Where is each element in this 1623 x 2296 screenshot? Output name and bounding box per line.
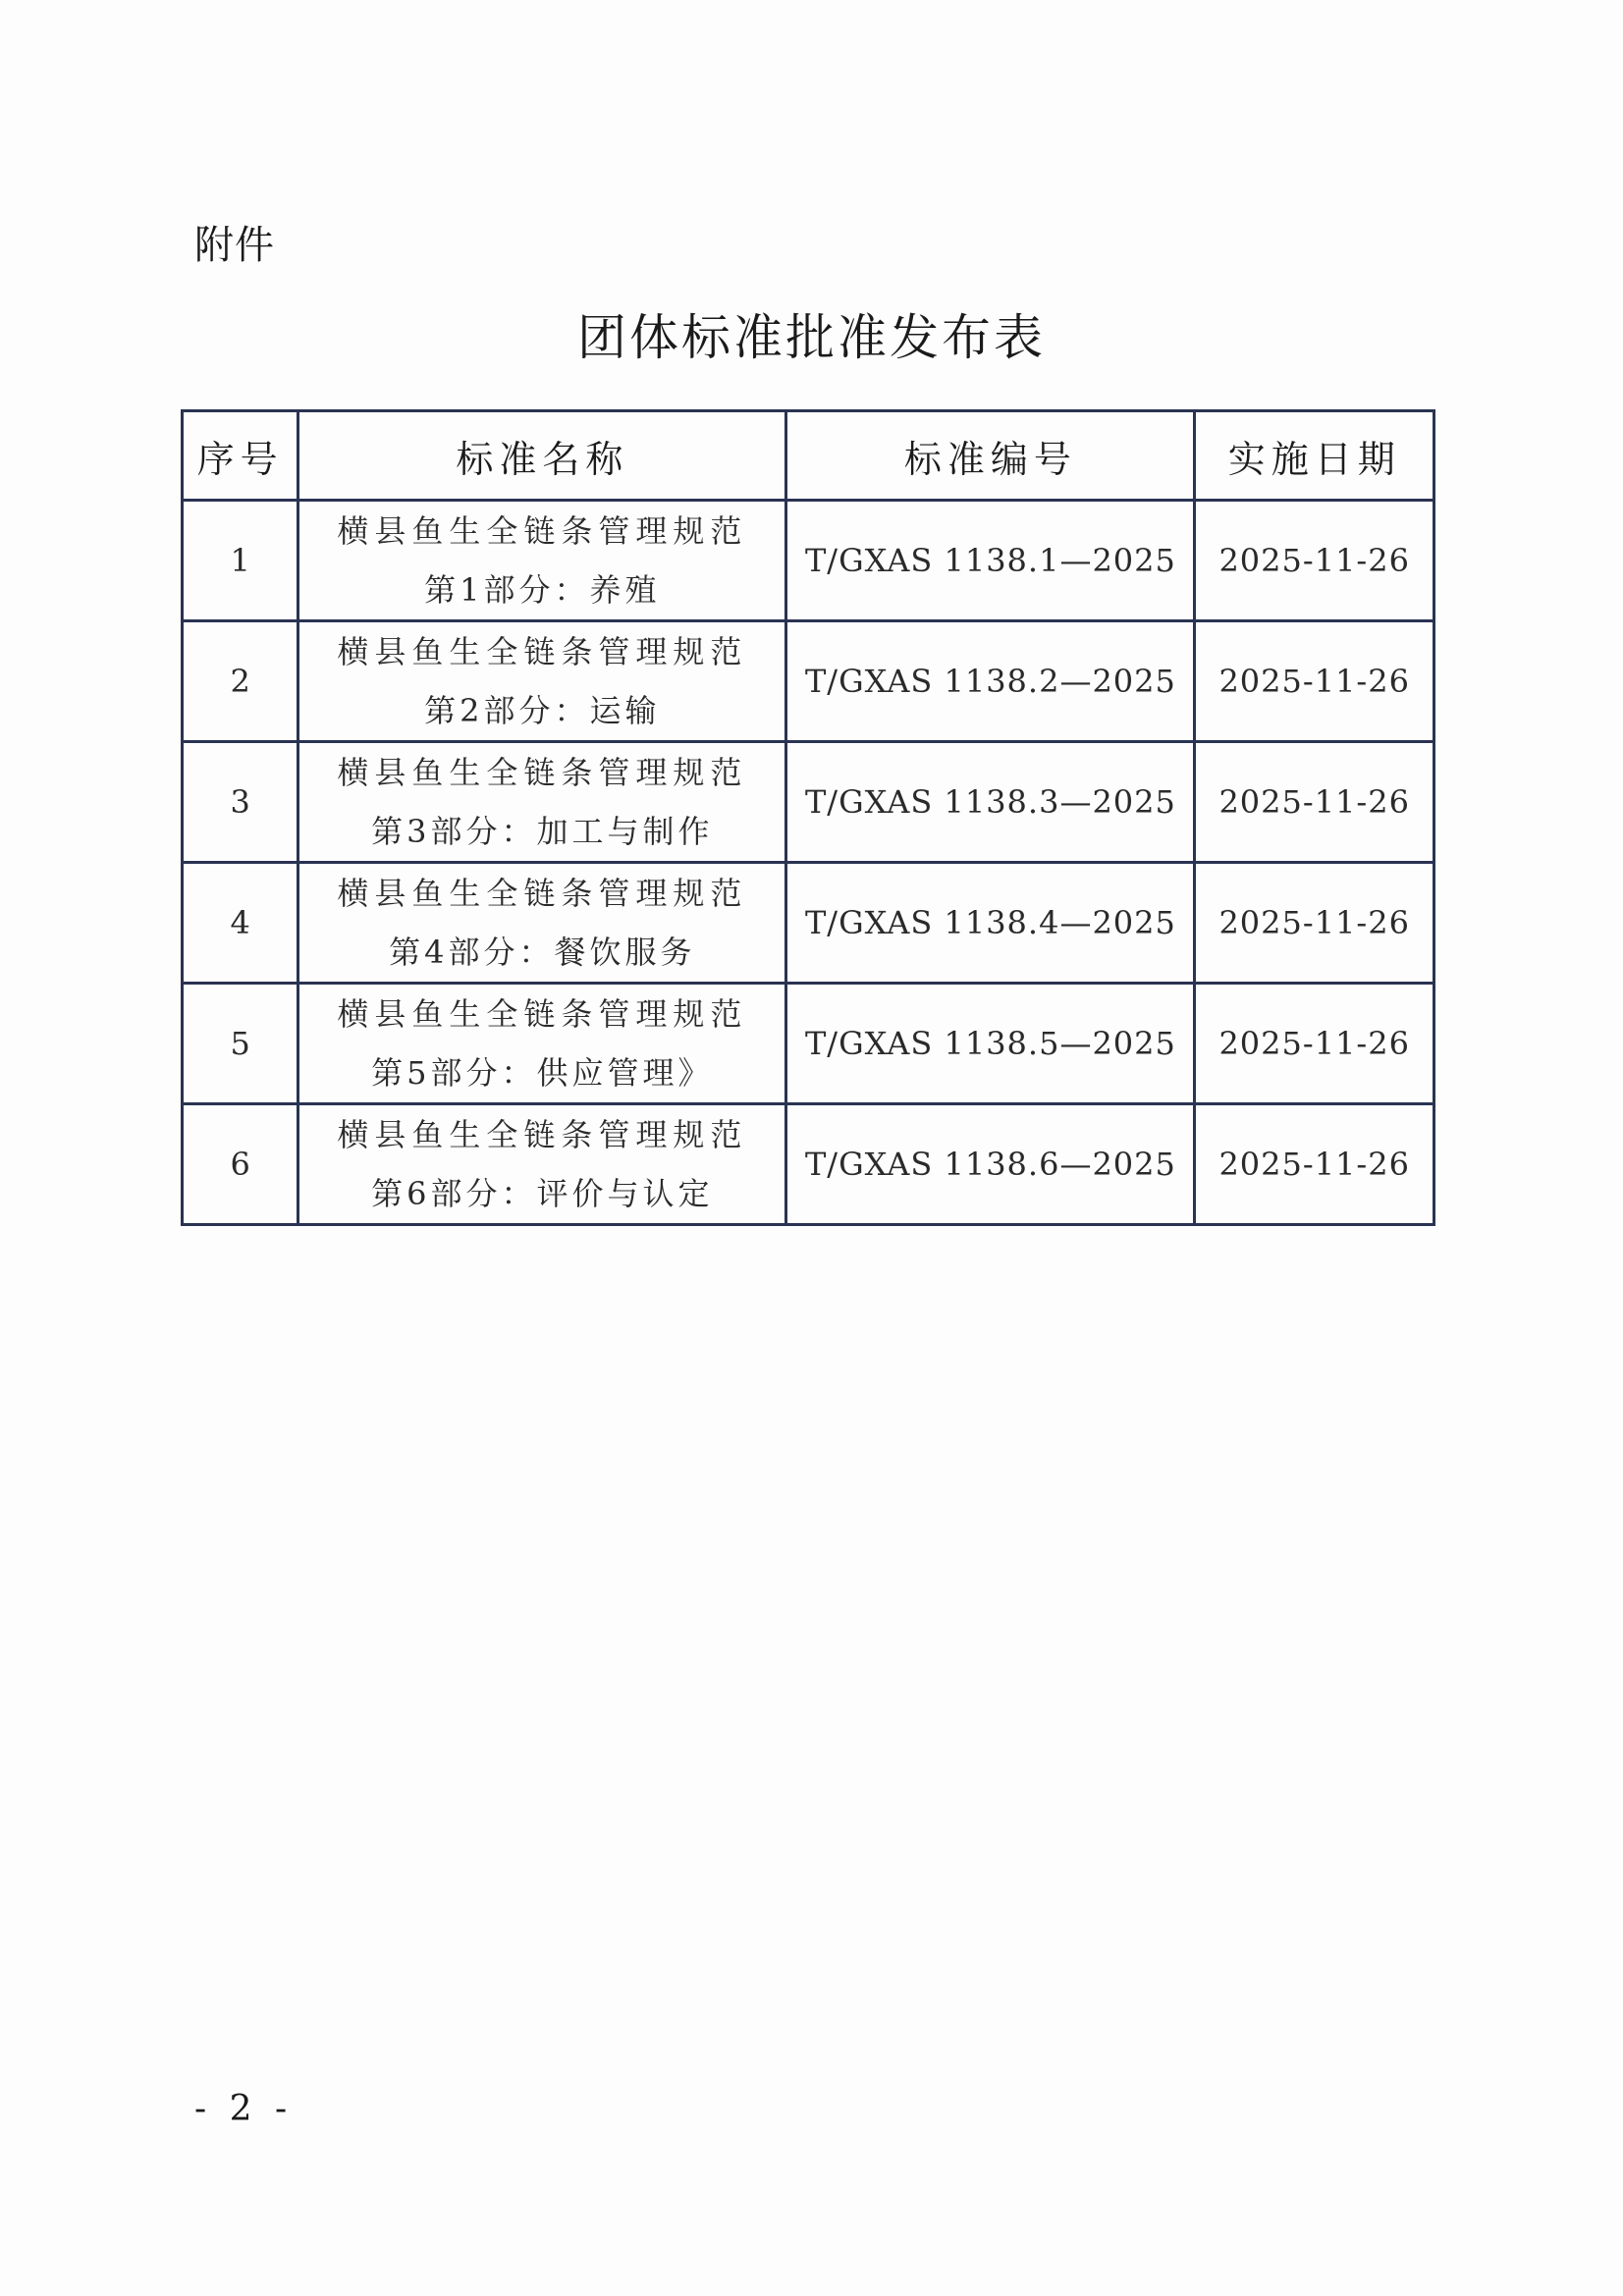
row-number: 5 xyxy=(183,984,298,1104)
table-row xyxy=(183,742,1434,863)
implementation-date: 2025-11-26 xyxy=(1195,1104,1434,1225)
standard-name-line1: 横县鱼生全链条管理规范 xyxy=(337,995,748,1033)
row-number: 4 xyxy=(183,863,298,984)
standard-name-line1: 横县鱼生全链条管理规范 xyxy=(337,512,748,550)
standard-code: T/GXAS 1138.6—2025 xyxy=(786,1104,1195,1225)
row-number: 3 xyxy=(183,742,298,863)
standard-name-line1: 横县鱼生全链条管理规范 xyxy=(337,633,748,670)
standard-name xyxy=(298,984,786,1104)
implementation-date: 2025-11-26 xyxy=(1195,863,1434,984)
header-no: 序号 xyxy=(183,411,298,501)
header-name: 标准名称 xyxy=(298,411,786,501)
standard-name-line2: 第2部分：运输 xyxy=(424,692,661,729)
table-row xyxy=(183,1104,1434,1225)
standard-code: T/GXAS 1138.2—2025 xyxy=(786,621,1195,742)
table-row xyxy=(183,501,1434,621)
header-date: 实施日期 xyxy=(1195,411,1434,501)
table-row xyxy=(183,984,1434,1104)
standard-code: T/GXAS 1138.5—2025 xyxy=(786,984,1195,1104)
row-number: 1 xyxy=(183,501,298,621)
document-title: 团体标准批准发布表 xyxy=(577,309,1046,366)
standard-name-line1: 横县鱼生全链条管理规范 xyxy=(337,754,748,791)
row-number: 2 xyxy=(183,621,298,742)
standard-code: T/GXAS 1138.4—2025 xyxy=(786,863,1195,984)
standard-code: T/GXAS 1138.1—2025 xyxy=(786,501,1195,621)
implementation-date: 2025-11-26 xyxy=(1195,621,1434,742)
header-code: 标准编号 xyxy=(786,411,1195,501)
standard-name-line2: 第3部分：加工与制作 xyxy=(371,813,714,850)
standards-table xyxy=(181,409,1435,1226)
standard-name-line1: 横县鱼生全链条管理规范 xyxy=(337,1116,748,1153)
implementation-date: 2025-11-26 xyxy=(1195,742,1434,863)
standard-name-line2: 第4部分：餐饮服务 xyxy=(389,934,696,971)
standard-name xyxy=(298,1104,786,1225)
table-row xyxy=(183,621,1434,742)
table-row xyxy=(183,863,1434,984)
standard-name-line1: 横县鱼生全链条管理规范 xyxy=(337,875,748,912)
implementation-date: 2025-11-26 xyxy=(1195,984,1434,1104)
standard-name-line2: 第5部分：供应管理》 xyxy=(371,1054,714,1092)
attachment-label: 附件 xyxy=(194,223,275,268)
standard-name xyxy=(298,621,786,742)
row-number: 6 xyxy=(183,1104,298,1225)
standard-code: T/GXAS 1138.3—2025 xyxy=(786,742,1195,863)
page-number: - 2 - xyxy=(194,2089,294,2129)
implementation-date: 2025-11-26 xyxy=(1195,501,1434,621)
standard-name xyxy=(298,742,786,863)
standard-name-line2: 第6部分：评价与认定 xyxy=(371,1175,714,1212)
table-header-row xyxy=(183,411,1434,501)
standard-name-line2: 第1部分：养殖 xyxy=(424,571,661,609)
standard-name xyxy=(298,501,786,621)
standard-name xyxy=(298,863,786,984)
